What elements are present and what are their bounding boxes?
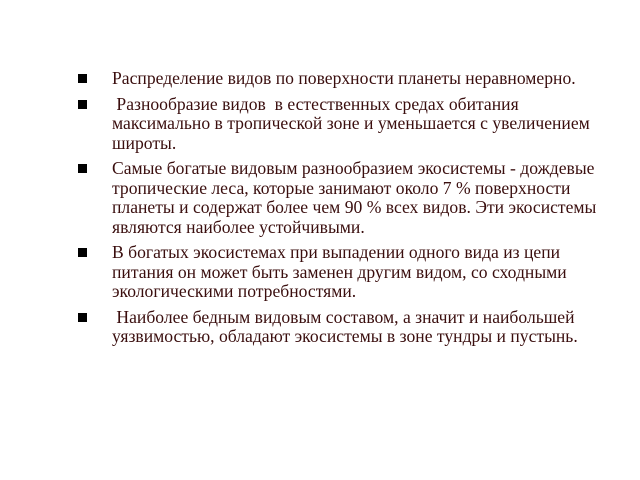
bullet-text: Распределение видов по поверхности планеты неравномерно. [112,68,576,88]
bullet-item-1 [78,69,618,89]
square-bullet-icon [78,74,87,83]
bullet-text: Разнообразие видов в естественных средах обитания максимально в тропической зоне и уменьшается с увеличением широты. [112,93,595,153]
bullet-text: Самые богатые видовым разнообразием экосистемы - дождевые тропические леса, которые занимают около 7 % поверхности планеты и содержат более чем 90 % всех видов. Эти экосистемы являются наиболее устойчивыми. [112,158,601,237]
bullet-item-5 [78,308,618,347]
square-bullet-icon [78,100,87,109]
bullet-item-3 [78,159,618,237]
bullet-item-4 [78,243,618,302]
square-bullet-icon [78,164,87,173]
square-bullet-icon [78,313,87,322]
bullet-text: Наиболее бедным видовым составом, а значит и наибольшей уязвимостью, обладают экосистемы в зоне тундры и пустынь. [112,306,579,346]
bullet-list [78,69,618,353]
bullet-text: В богатых экосистемах при выпадении одного вида из цепи питания он может быть заменен другим видом, со сходными экологическими потребностями. [112,242,572,301]
square-bullet-icon [78,248,87,257]
bullet-item-2 [78,95,618,154]
